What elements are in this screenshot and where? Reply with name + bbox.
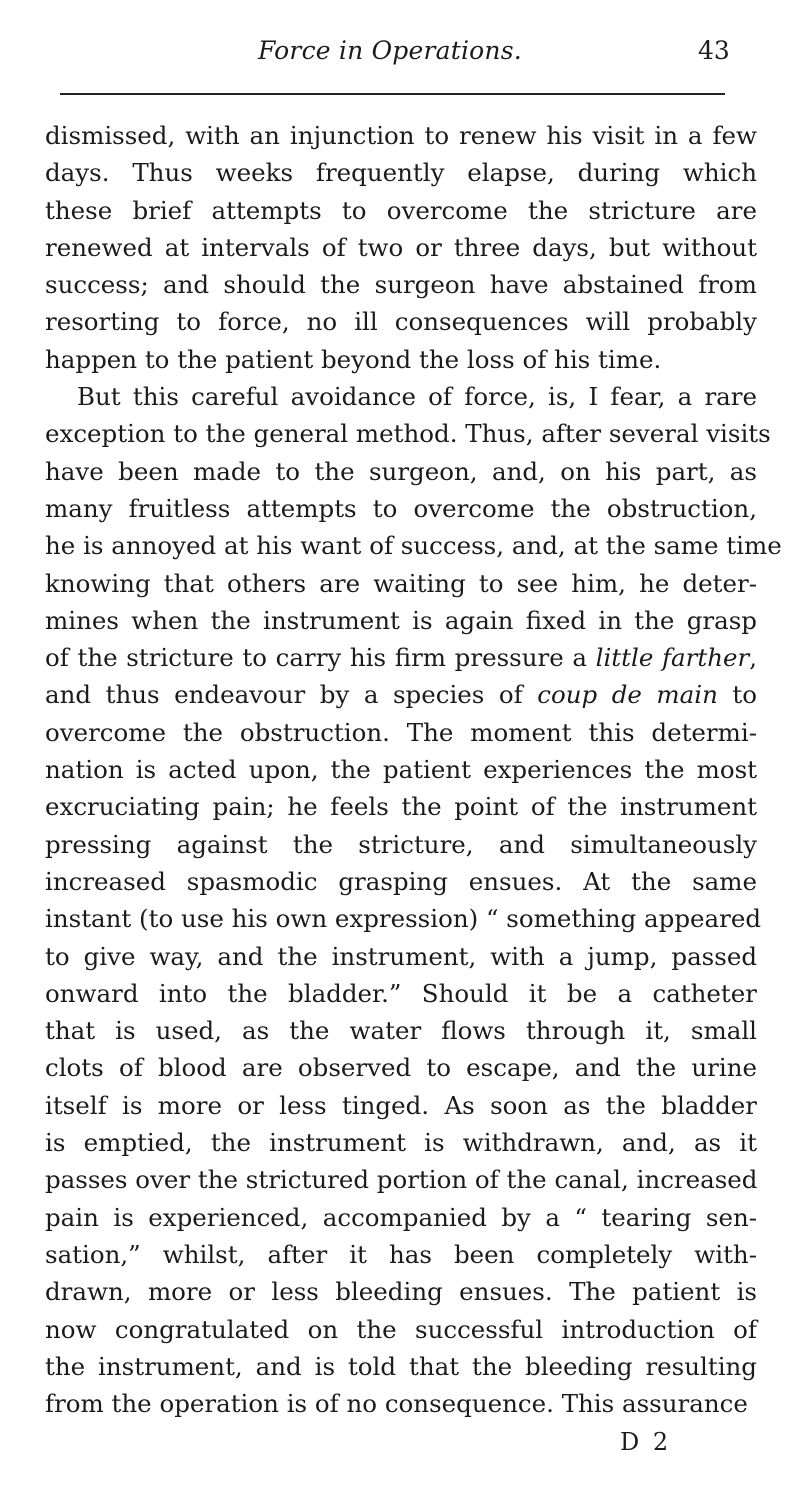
text-line: now congratulated on the successful introduction of	[45, 1314, 757, 1344]
text-line: drawn, more or less bleeding ensues. The patient is	[45, 1277, 757, 1307]
text-line: is emptied, the instrument is withdrawn, and, as it	[45, 1128, 757, 1158]
header-rule	[60, 93, 725, 95]
text-line: resorting to force, no ill consequences will probably	[45, 307, 757, 337]
text-line	[45, 639, 757, 676]
text-line: overcome the obstruction. The moment this determi-	[45, 717, 757, 747]
running-head	[0, 36, 800, 76]
text-segment: of the stricture to carry his firm pressure a	[45, 643, 596, 673]
text-line: many fruitless attempts to overcome the obstruction,	[45, 493, 757, 523]
text-line: renewed at intervals of two or three days, but without	[45, 232, 757, 262]
text-line: knowing that others are waiting to see him, he deter-	[45, 568, 757, 598]
text-line: onward into the bladder.” Should it be a catheter	[45, 978, 757, 1008]
text-line: instant (to use his own expression) “ something appeared	[45, 904, 762, 934]
text-line: to give way, and the instrument, with a jump, passed	[45, 941, 757, 971]
italic-phrase: coup de main	[537, 680, 718, 710]
page-number: 43	[698, 36, 730, 65]
text-line: exception to the general method. Thus, after several visits	[45, 419, 771, 449]
text-line: he is annoyed at his want of success, and, at the same time	[45, 531, 782, 561]
text-line: itself is more or less tinged. As soon as the bladder	[45, 1090, 757, 1120]
text-line: dismissed, with an injunction to renew his visit in a few	[45, 121, 757, 150]
italic-phrase: little farther	[595, 643, 750, 673]
text-segment: ,	[749, 643, 757, 673]
text-segment: and thus endeavour by a species of	[45, 680, 538, 710]
text-line: that is used, as the water flows through it, small	[45, 1016, 757, 1046]
running-title: Force in Operations.	[258, 36, 522, 65]
text-line: pressing against the stricture, and simultaneously	[45, 829, 757, 859]
text-line: success; and should the surgeon have abstained from	[45, 270, 757, 300]
text-line: nation is acted upon, the patient experiences the most	[45, 755, 757, 785]
text-segment: to	[717, 680, 757, 710]
text-line: passes over the strictured portion of the canal, increased	[45, 1165, 758, 1195]
text-line: increased spasmodic grasping ensues. At the same	[45, 866, 757, 896]
text-line: from the operation is of no consequence. This assurance	[45, 1389, 748, 1419]
body-text	[45, 117, 782, 1422]
text-line: the instrument, and is told that the bleeding resulting	[45, 1351, 757, 1381]
text-line: days. Thus weeks frequently elapse, during which	[45, 158, 757, 188]
text-line: pain is experienced, accompanied by a “ tearing sen-	[45, 1202, 757, 1232]
text-line: happen to the patient beyond the loss of his time.	[45, 344, 662, 374]
text-line: sation,” whilst, after it has been completely with-	[45, 1239, 757, 1269]
text-line	[45, 676, 757, 713]
text-line: mines when the instrument is again fixed in the grasp	[45, 605, 757, 635]
text-line: these brief attempts to overcome the stricture are	[45, 195, 757, 225]
text-line: But this careful avoidance of force, is, I fear, a rare	[77, 382, 757, 412]
signature-mark: D 2	[620, 1428, 672, 1456]
text-line: clots of blood are observed to escape, and the urine	[45, 1053, 757, 1083]
text-line: excruciating pain; he feels the point of the instrument	[45, 792, 757, 822]
text-line: have been made to the surgeon, and, on his part, as	[45, 456, 757, 486]
